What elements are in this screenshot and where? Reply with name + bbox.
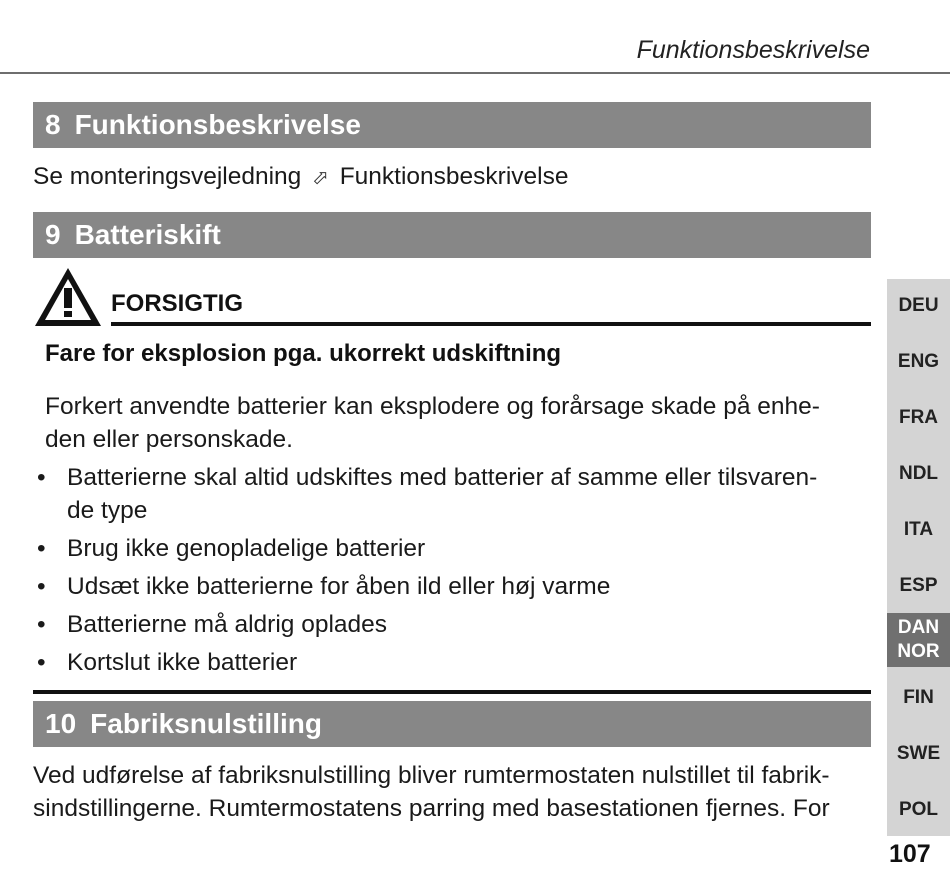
language-tab-fra[interactable]: FRA <box>898 407 939 428</box>
bullet-icon: • <box>37 464 46 491</box>
section-10-text: Ved udførelse af fabriksnulstilling bliver rumtermostaten nulstillet til fabrik- sindstillingerne. Rumtermostatens parring med basestationen fjernes. For <box>33 762 830 822</box>
page-number: 107 <box>889 840 931 868</box>
language-tab-ndl[interactable]: NDL <box>898 463 939 484</box>
warning-body: Forkert anvendte batterier kan eksplodere og forårsage skade på enhe- den eller personskade. <box>45 393 820 453</box>
bullet-icon: • <box>37 535 46 562</box>
language-label-dan: DAN <box>897 617 940 638</box>
list-item: • Udsæt ikke batterierne for åben ild eller høj varme <box>33 570 871 603</box>
language-tab-esp[interactable]: ESP <box>899 575 938 596</box>
section-8-heading <box>33 102 871 148</box>
warning-rule <box>111 322 871 326</box>
reference-text: Se monteringsvejledning <box>33 163 302 190</box>
warning-triangle-icon <box>33 266 103 328</box>
header-rule <box>0 72 950 74</box>
list-item: • Brug ikke genopladelige batterier <box>33 532 871 565</box>
warning-label: FORSIGTIG <box>111 290 243 317</box>
section-number: 10 <box>45 708 77 739</box>
bullet-icon: • <box>37 649 46 676</box>
language-tab-fin[interactable]: FIN <box>903 687 934 708</box>
language-tab-dan-nor-active[interactable] <box>887 613 950 667</box>
running-header: Funktionsbeskrivelse <box>636 36 870 64</box>
section-10-heading <box>33 701 871 747</box>
warning-bullet-list <box>33 461 871 684</box>
section-title: Fabriksnulstilling <box>90 708 322 739</box>
language-tab-deu[interactable]: DEU <box>898 295 939 316</box>
language-tab-ita[interactable]: ITA <box>903 519 934 540</box>
list-item: • Batterierne må aldrig oplades <box>33 608 871 641</box>
list-item: • Batterierne skal altid udskiftes med batterier af samme eller tilsvaren- de type <box>33 461 871 527</box>
warning-bottom-rule <box>33 690 871 694</box>
bullet-icon: • <box>37 573 46 600</box>
section-8-text <box>33 160 568 195</box>
language-label-nor: NOR <box>897 641 940 662</box>
list-item: • Kortslut ikke batterier <box>33 646 871 679</box>
section-title: Batteriskift <box>74 219 221 250</box>
section-number: 9 <box>45 219 61 250</box>
language-tab-pol[interactable]: POL <box>898 799 939 820</box>
section-9-heading <box>33 212 871 258</box>
reference-target[interactable]: Funktionsbeskrivelse <box>339 163 569 190</box>
external-reference-arrow-icon: ⬀ <box>312 167 329 189</box>
section-number: 8 <box>45 109 61 140</box>
language-tab-eng[interactable]: ENG <box>897 351 940 372</box>
warning-subtitle: Fare for eksplosion pga. ukorrekt udskiftning <box>45 340 562 367</box>
bullet-icon: • <box>37 611 46 638</box>
language-tab-swe[interactable]: SWE <box>896 743 941 764</box>
section-title: Funktionsbeskrivelse <box>74 109 361 140</box>
